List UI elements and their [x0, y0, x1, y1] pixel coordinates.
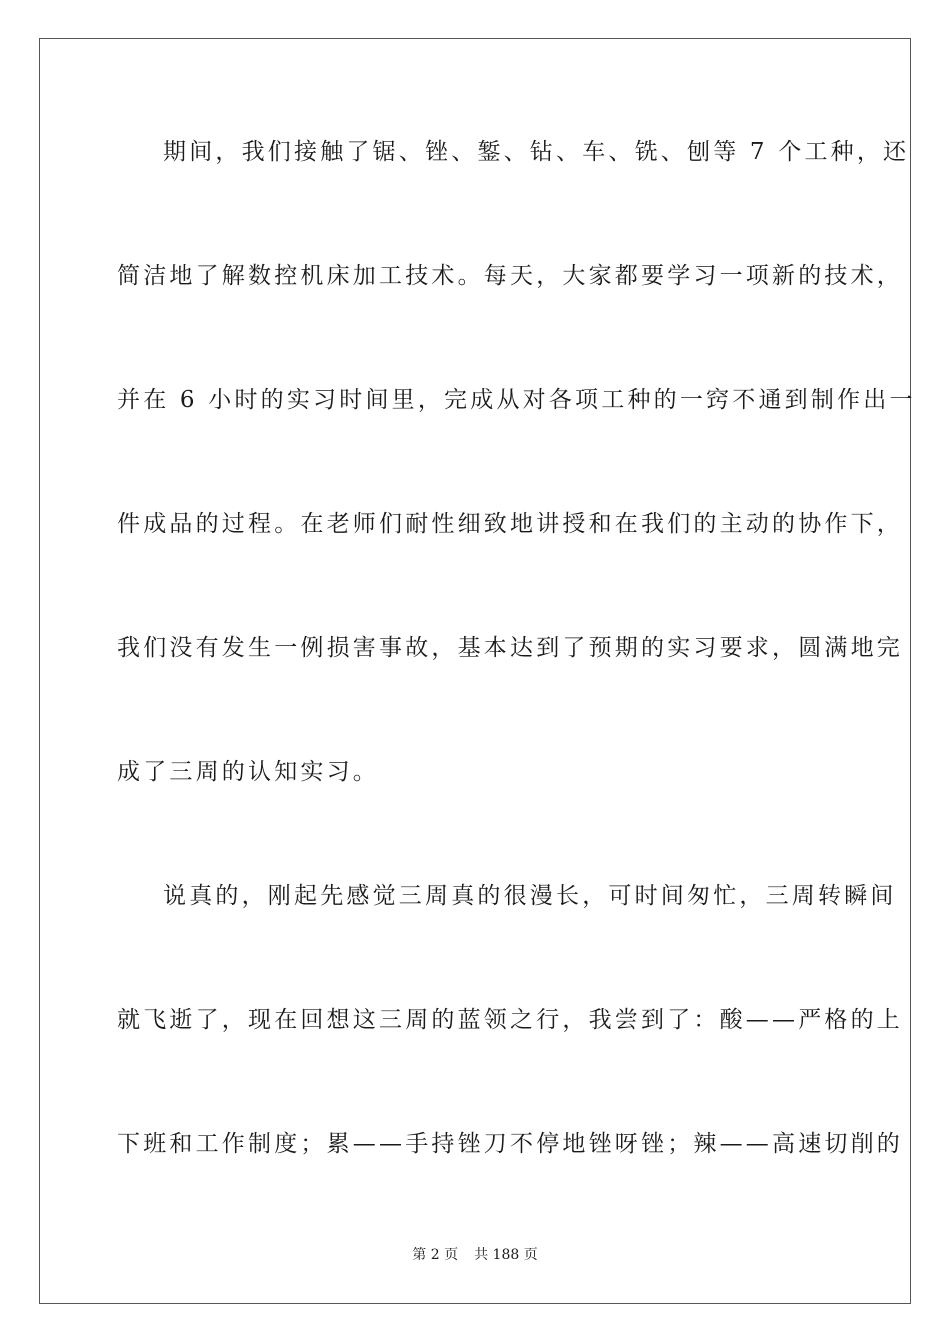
text-line: 说真的，刚起先感觉三周真的很漫长，可时间匆忙，三周转瞬间: [163, 883, 897, 909]
text-line: 并在 6 小时的实习时间里，完成从对各项工种的一窍不通到制作出一: [117, 387, 916, 413]
text-line: 我们没有发生一例损害事故，基本达到了预期的实习要求，圆满地完: [117, 635, 903, 661]
text-line: 下班和工作制度；累——手持锉刀不停地锉呀锉；辣——高速切削的: [117, 1131, 903, 1157]
page-footer: [0, 1246, 950, 1264]
text-line: 期间，我们接触了锯、锉、錾、钻、车、铣、刨等 7 个工种，还: [163, 139, 910, 165]
text-line: 成了三周的认知实习。: [117, 759, 379, 785]
text-line: 就飞逝了，现在回想这三周的蓝领之行，我尝到了：酸——严格的上: [117, 1007, 903, 1033]
text-line: 简洁地了解数控机床加工技术。每天，大家都要学习一项新的技术，: [117, 263, 903, 289]
page-number: 第 2 页: [412, 1247, 459, 1263]
page-frame: [39, 38, 916, 1304]
text-line: 件成品的过程。在老师们耐性细致地讲授和在我们的主动的协作下，: [117, 511, 903, 537]
page-total: 共 188 页: [474, 1247, 538, 1263]
